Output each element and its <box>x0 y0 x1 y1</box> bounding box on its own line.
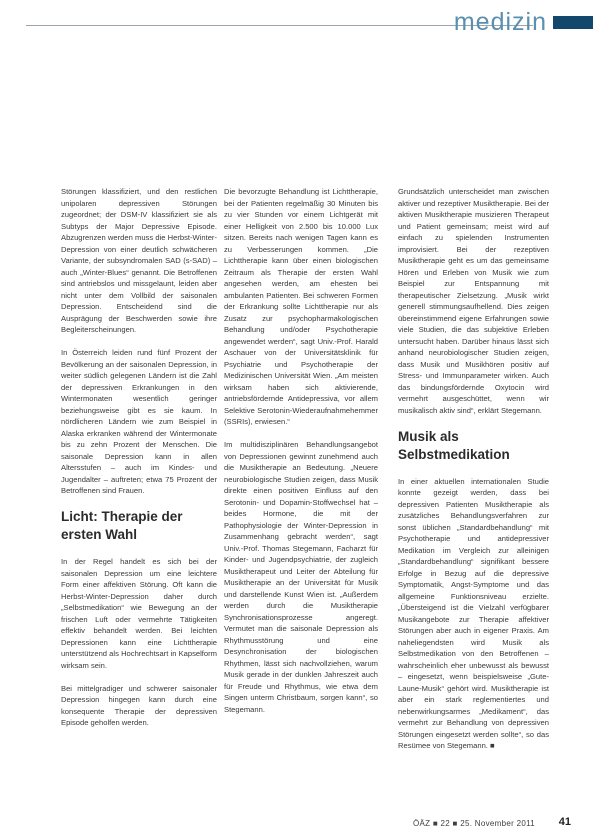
section-color-block <box>553 16 593 29</box>
subheading: Licht: Therapie der ersten Wahl <box>61 509 183 542</box>
paragraph: Im multidisziplinären Behandlungsangebot von Depressionen gewinnt zunehmend auch die Musiktherapie an Bedeutung. „Neuere neurobiologische Studien zeigen, dass Musik direkte einen positiven Einfluss auf den Serotonin- und Dopamin-Stoffwechsel hat – beides Hormone, die mit der Pathophysiologie der Winter-Depression in Zusammenhang gebracht werden“, sagt Univ.-Prof. Thomas Stegemann, Facharzt für Kinder- und Jugendpsychiatrie, der zugleich Musiktherapeut und Leiter der Abteilung für Musiktherapie an der Universität für Musik und darstellende Kunst Wien ist. „Außerdem werden durch die Musiktherapie Synchronisationsprozesse angeregt. Vermutet man die saisonale Depression als Rhythmusstörung und eine Desynchronisation der biologischen Rhythmen, lässt sich nachvollziehen, warum Musik gerade in der dunklen Jahreszeit auch für Freude und Rhythmus, wie etwa dem Singen unterm Christbaum, sorgen kann“, so Stegemann. <box>224 440 378 714</box>
paragraph: In der Regel handelt es sich bei der saisonalen Depression um eine leichtere Form einer affektiven Störung. Oft kann die Herbst-Winter-Depression daher durch „Selbstmedikation“ wie Bewegung an der frischen Luft oder vermehrte Tätigkeiten effektiv behandelt werden. Bei leichten Depressionen kann eine Lichttherapie unterstützend als Hochrechtsart in Kapselform wirksam sein. <box>61 557 217 670</box>
paragraph: In Österreich leiden rund fünf Prozent der Bevölkerung an der saisonalen Depression, in weiter südlich gelegenen Ländern ist die Zahl der depressiven Erkrankungen in den Wintermonaten wesentlich geringer beziehungsweise gibt es sie kaum. In nördlicheren Ländern wie zum Beispiel in Alaska erkranken während der Wintermonate bis zu zehn Prozent der Menschen. Die saisonale Depression kann in allen Altersstufen – auch im Kindes- und Jugendalter – auftreten; etwa 75 Prozent der Betroffenen sind Frauen. <box>61 348 217 495</box>
page-number: 41 <box>558 816 571 828</box>
subheading: Musik als Selbstmedikation <box>398 428 510 462</box>
page-footer <box>0 818 593 832</box>
paragraph: Störungen klassifiziert, und den restlichen unipolaren depressiven Störungen zugeordnet; der DSM-IV klassifiziert sie als Subtyps der Major Depressive Episode. Abzugrenzen werden muss die Herbst-Winter-Depression von einer deutlich schwächeren Variante, der subsyndromalen SAD (s-SAD) – auch „Winter-Blues“ genannt. Die Betroffenen sind antriebslos und missgelaunt, leiden aber nicht unter dem Vollbild der saisonalen Depression. Entscheidend sind die Ausprägung der Beschwerden sowie ihre Begleiterscheinungen. <box>61 187 217 334</box>
paragraph <box>398 476 549 752</box>
page-header <box>0 0 593 40</box>
section-label: medizin <box>453 8 547 36</box>
issue-info: ÖÄZ ■ 22 ■ 25. November 2011 <box>413 819 535 828</box>
article-column-1 <box>61 186 217 740</box>
article-column-2 <box>224 186 378 727</box>
paragraph-text: In einer aktuellen internationalen Studie konnte gezeigt werden, dass bei depressiven Patienten Musiktherapie als zusätzliches Behandlungsverfahren zur sonst üblichen „Standardbehandlung“ mit Psychotherapie und antidepressiver Medikation im Vergleich zur alleinigen „Standardbehandlung“ signifikant bessere Erfolge in Bezug auf die depressive Symptomatik, Angst-Symptome und das allgemeine Funktionsniveau erzielte. „Übersteigend ist die Vielzahl verfügbarer Musikangebote zur Therapie affektiver Störungen aber auch in eigener Praxis. Am naheliegendsten wird Musik als Selbstmedikation von den Betroffenen – wahrscheinlich eher unbewusst als bewusst – eingesetzt, wenn beispielsweise „Gute-Laune-Musik“ gehört wird. Musiktherapie ist aber ein stark reglementiertes und nebenwirkungsarmes „Medikament“, das vermehrt zur Behandlung von depressiven Störungen eingesetzt werden sollte“, so das Resümee von Stegemann. <box>398 476 549 750</box>
article-column-3 <box>398 186 549 763</box>
article-end-mark: ■ <box>490 741 495 750</box>
paragraph: Grundsätzlich unterscheidet man zwischen aktiver und rezeptiver Musiktherapie. Bei der aktiven Musiktherapie musizieren Therapeut und Patient gemeinsam; meist wird auf einfach zu spielenden Instrumenten improvisiert. Bei der rezeptiven Musiktherapie geht es um das gemeinsame Hören und Erleben von Musik wie zum Beispiel zur Entspannung mit therapeutischer Zielsetzung. „Musik wirkt generell stimmungsaufhellend. Dies zeigen übereinstimmend eigene Erfahrungen sowie viele Studien, die das subjektive Erleben untersucht haben. Darüber hinaus lässt sich anhand neurobiologischer Studien zeigen, dass Musik und Musikhören positiv auf Stress- und Immunparameter wirken. Auch das bindungsfördernde Oxytocin wird vermehrt ausgeschüttet, wenn wir musikalisch aktiv sind“, erklärt Stegemann. <box>398 187 549 415</box>
paragraph: Bei mittelgradiger und schwerer saisonaler Depression hingegen kann durch eine konsequente Therapie der depressiven Episode geholfen werden. <box>61 683 217 727</box>
paragraph: Die bevorzugte Behandlung ist Lichttherapie, bei der Patienten regelmäßig 30 Minuten bis zu vier Stunden vor einem Lichtgerät mit einer Helligkeit von 2.500 bis 10.000 Lux sitzen. Bereits nach wenigen Tagen kann es zu Verbesserungen kommen. „Die Lichttherapie kann über einen biologischen Zeitraum als Therapie der ersten Wahl angesehen werden, am ehesten bei ambulanten Patienten. Bei schweren Formen der Erkrankung sollte Lichttherapie nur als Zusatz zur psychopharmakologischen Behandlung und/oder Psychotherapie angewendet werden“, sagt Univ.-Prof. Harald Aschauer von der Universitätsklinik für Psychiatrie und Psychotherapie der Medizinischen Universität Wien. „Am meisten wirksam haben sich aktivierende, antriebsfördernde Antidepressiva, vor allem Selektive Serotonin-Wiederaufnahmehemmer (SSRIs), erwiesen.“ <box>224 187 378 426</box>
